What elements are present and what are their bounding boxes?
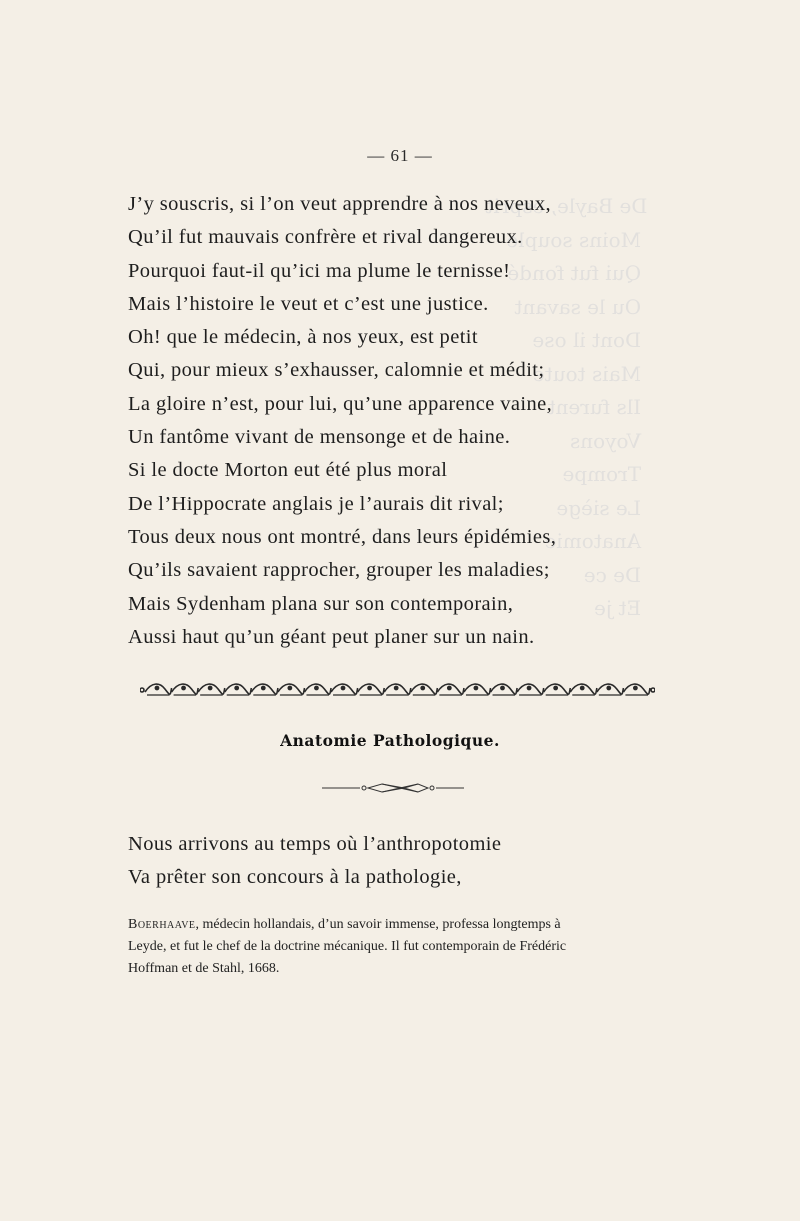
verse-line: J’y souscris, si l’on veut apprendre à nos neveux,	[128, 193, 552, 215]
verse-line: Tous deux nous ont montré, dans leurs épidémies,	[128, 525, 557, 548]
verse-line: Aussi haut qu’un géant peut planer sur un nain.	[128, 625, 535, 648]
verse-line: Oh! que le médecin, à nos yeux, est petit	[128, 326, 478, 349]
footnote-line-1	[128, 914, 653, 936]
verse-block-2	[128, 828, 648, 895]
footnote-line-3: Hoffman et de Stahl, 1668.	[128, 961, 280, 976]
verse-line: Si le docte Morton eut été plus moral	[128, 459, 448, 482]
footnote-line-2: Leyde, et fut le chef de la doctrine mécanique. Il fut contemporain de Frédéric	[128, 939, 567, 954]
verse-line: Pourquoi faut-il qu’ici ma plume le ternisse!	[128, 259, 511, 282]
bleed-through-text: De Bayle, esprit Moins souple Qui fut fondé Ou le savant Dont il ose Mais toute Ils furent Voyons Trompe Le siège Anatomie De ce Et je	[485, 194, 648, 620]
verse-line: De l’Hippocrate anglais je l’aurais dit rival;	[128, 492, 504, 515]
verse-line: Qu’il fut mauvais confrère et rival dangereux.	[128, 226, 523, 249]
verse-line: Mais l’histoire le veut et c’est une justice.	[128, 292, 489, 315]
verse-line: Va prêter son concours à la pathologie,	[128, 866, 462, 889]
section-title: Anatomie Pathologique.	[280, 731, 500, 750]
verse-line: Mais Sydenham plana sur son contemporain,	[128, 592, 514, 615]
ornament-border	[140, 680, 655, 700]
verse-line: Qu’ils savaient rapprocher, grouper les maladies;	[128, 559, 550, 582]
verse-block-1	[128, 188, 648, 654]
verse-line: Nous arrivons au temps où l’anthropotomie	[128, 833, 502, 855]
page-number: — 61 —	[367, 146, 433, 165]
verse-line: Un fantôme vivant de mensonge et de haine.	[128, 426, 511, 449]
verse-line: La gloire n’est, pour lui, qu’une apparence vaine,	[128, 392, 553, 415]
verse-line: Qui, pour mieux s’exhausser, calomnie et médit;	[128, 359, 545, 382]
footnote-name: Boerhaave	[128, 917, 196, 932]
footnote-line-1-text: , médecin hollandais, d’un savoir immense, professa longtemps à	[195, 917, 561, 932]
footnote	[128, 914, 653, 980]
section-divider	[322, 781, 464, 795]
